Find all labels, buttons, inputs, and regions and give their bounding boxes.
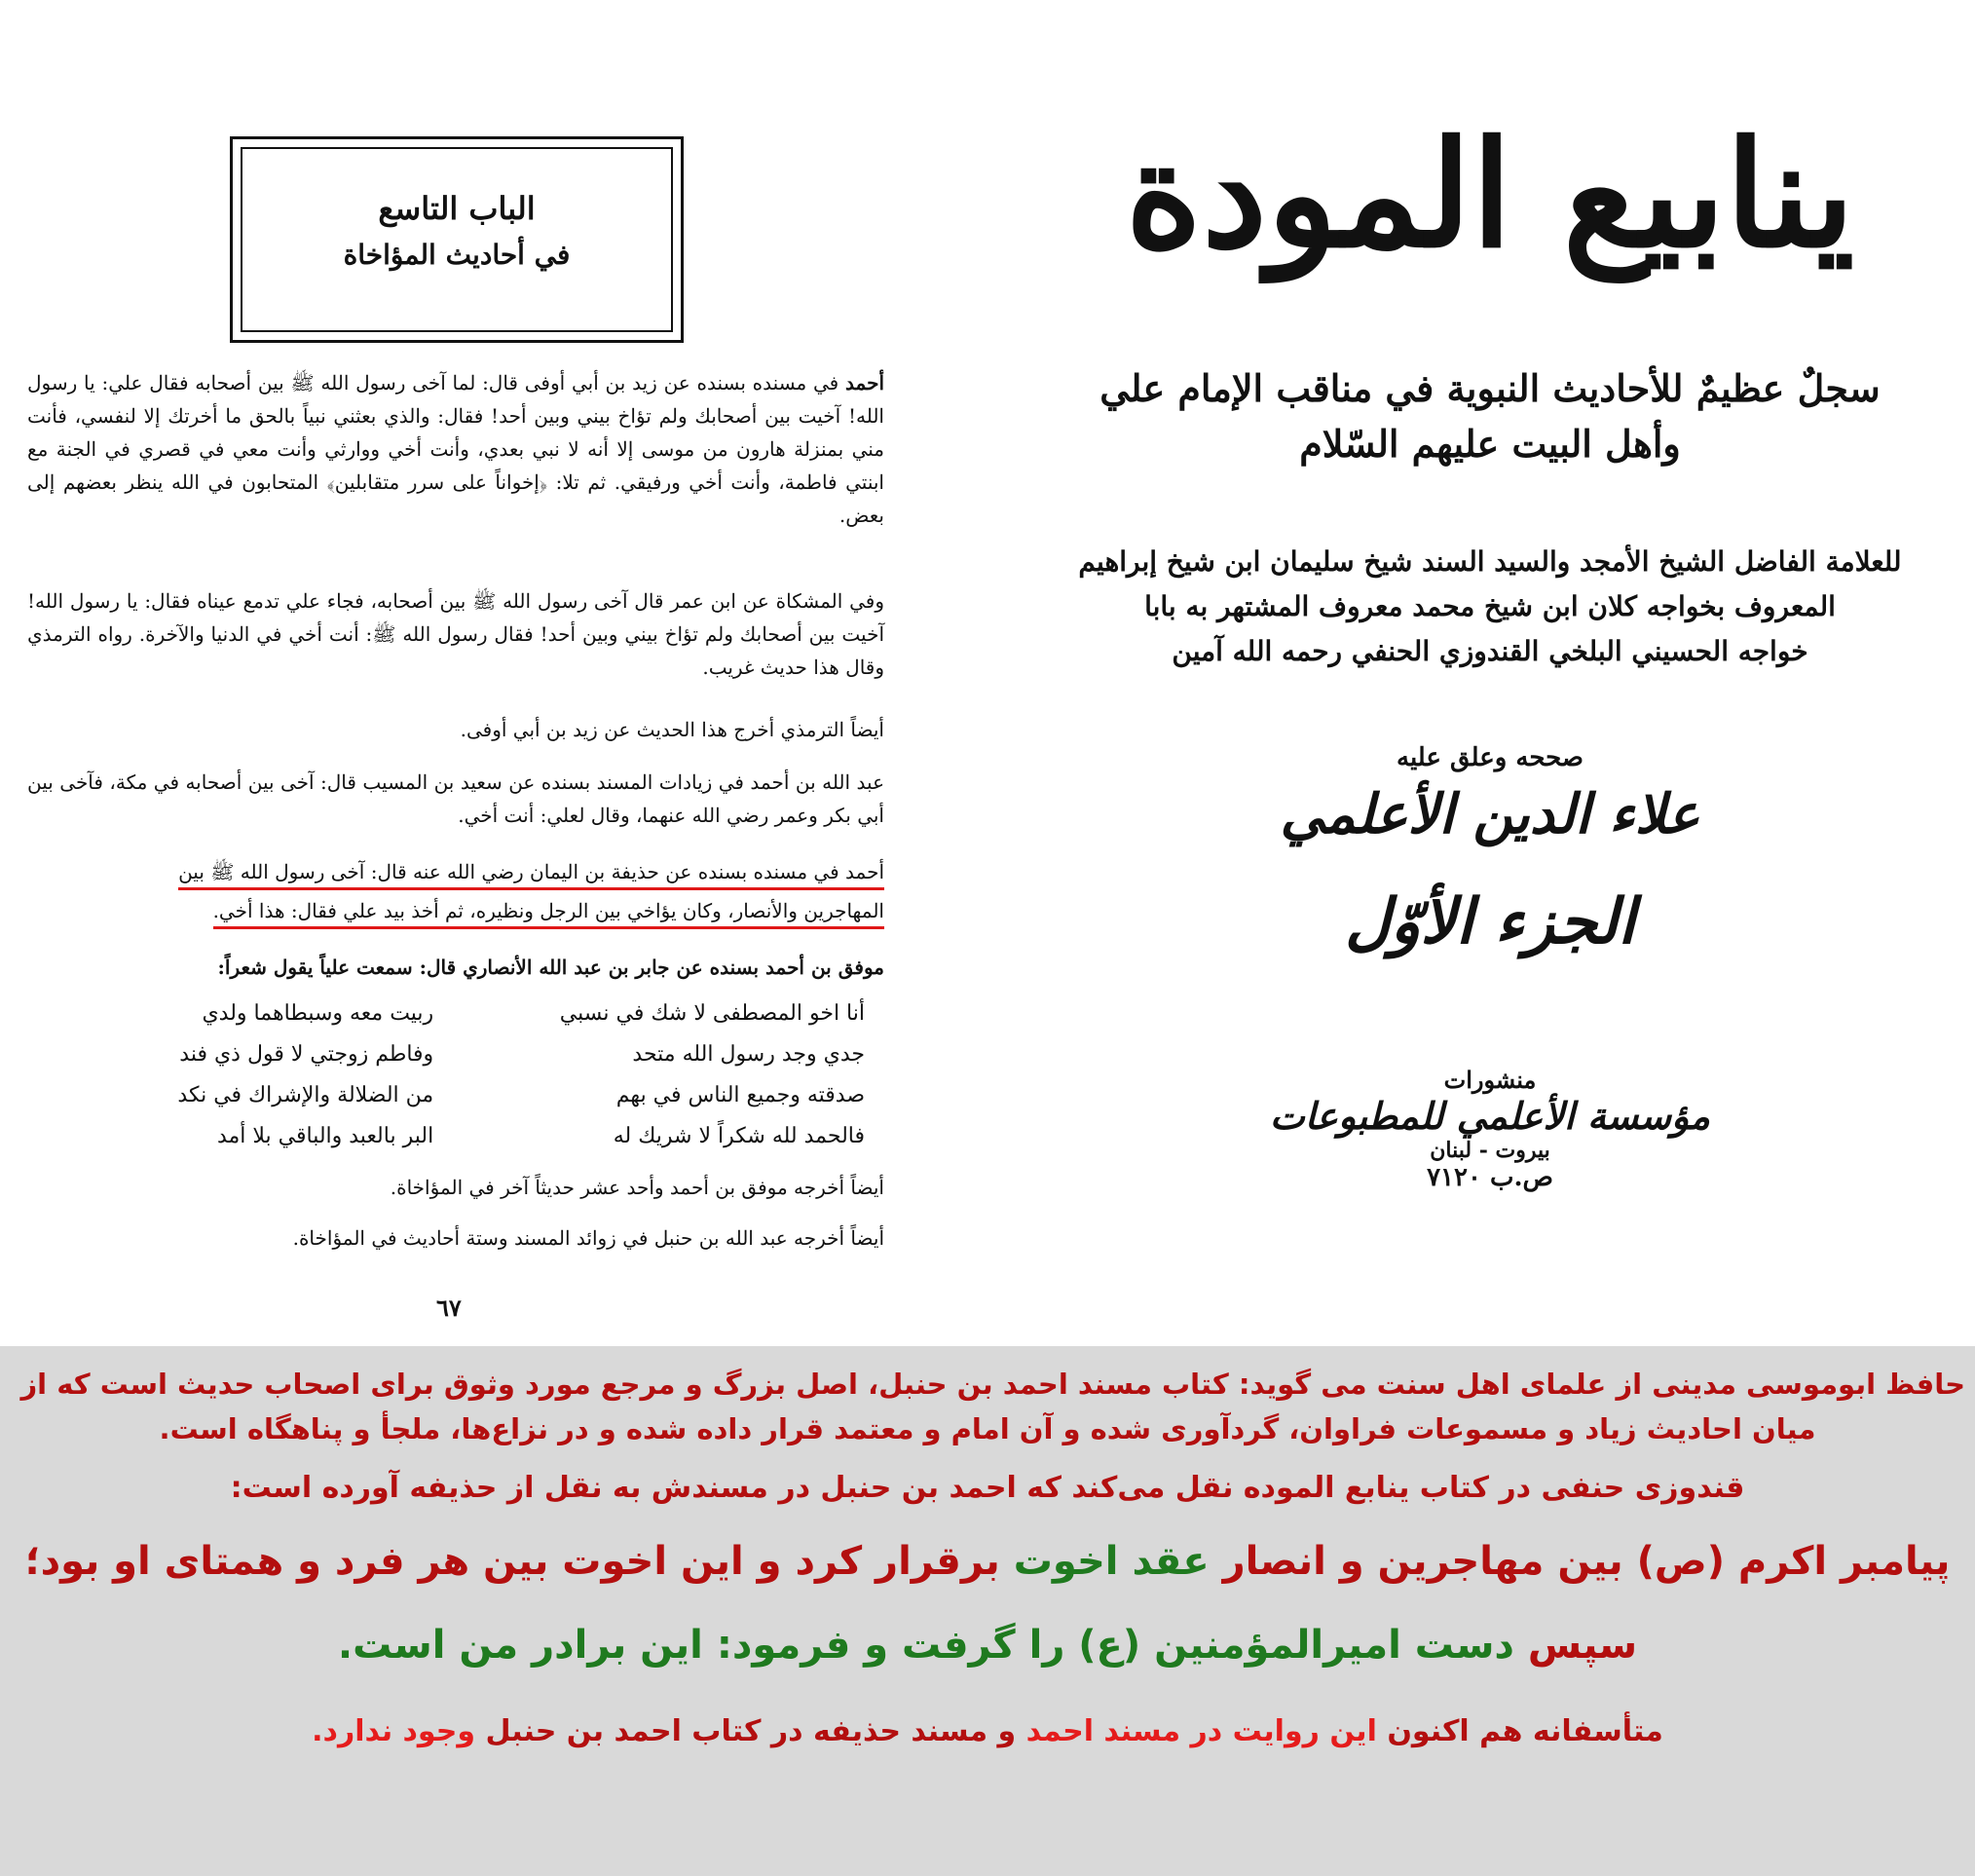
- paragraph-5-highlighted: [27, 855, 884, 927]
- book-title: ينابيع المودة: [1125, 109, 1855, 281]
- poem: [66, 994, 865, 1159]
- poem-hemistich: وفاطم زوجتي لا قول ذي فند: [179, 1042, 434, 1067]
- paragraph-1-lead: أحمد: [845, 371, 885, 394]
- persian-commentary: [0, 1346, 1975, 1876]
- paragraph-2: وفي المشكاة عن ابن عمر قال آخى رسول الله ﷺ بين أصحابه، فجاء علي تدمع عيناه فقال: يا رسول الله! آخيت بين أصحابك ولم تؤاخ بيني وبين أحد! فقال رسول الله ﷺ: أنت أخي في الدنيا والآخرة. رواه الترمذي وقال هذا حديث غريب.: [27, 589, 884, 679]
- chapter-heading-inner-frame: [241, 147, 673, 332]
- author-line-1: للعلامة الفاضل الشيخ الأمجد والسيد السند شيخ سليمان ابن شيخ إبراهيم: [1078, 545, 1902, 578]
- subtitle-line-1: سجلٌ عظيمٌ للأحاديث النبوية في مناقب الإمام علي: [1099, 366, 1881, 410]
- publisher-city: بيروت - لبنان: [1430, 1137, 1550, 1163]
- poem-verse: [66, 1116, 865, 1157]
- commentary-line-5-part-c: این برادر من است.: [337, 1623, 703, 1668]
- commentary-line-2: میان احادیث زیاد و مسموعات فراوان، گردآوری شده و آن امام و معتمد قرار داده شده و در نزاع‌ها، ملجأ و پناهگاه است.: [159, 1412, 1816, 1445]
- commentary-line-4: [10, 1539, 1965, 1584]
- author-block: [1052, 540, 1928, 675]
- poem-verse: [66, 1034, 865, 1075]
- poem-verse: [66, 1075, 865, 1116]
- publisher-label: منشورات: [1443, 1065, 1537, 1094]
- commentary-line-4-part-b: عقد اخوت: [1013, 1539, 1210, 1584]
- paragraph-3: أيضاً الترمذي أخرج هذا الحديث عن زيد بن أبي أوفى.: [460, 718, 884, 741]
- commentary-line-4-part-a: پیامبر اکرم (ص) بین مهاجرین و انصار: [1222, 1539, 1951, 1584]
- volume-label: الجزء الأوّل: [1345, 884, 1635, 958]
- poem-hemistich: صدقته وجميع الناس في بهم: [615, 1083, 865, 1107]
- page-number: ٦٧: [436, 1294, 462, 1322]
- paragraph-4: عبد الله بن أحمد في زيادات المسند بسنده عن سعيد بن المسيب قال: آخى بين أصحابه في مكة، فآخى بين أبي بكر وعمر رضي الله عنهما، وقال لعلي: أنت أخي.: [27, 770, 884, 827]
- poem-hemistich: فالحمد لله شكراً لا شريك له: [613, 1124, 865, 1148]
- commentary-line-4-part-c: برقرار کرد و این اخوت بین هر فرد و همتای او بود؛: [24, 1539, 1000, 1584]
- publisher-po-box: ص.ب ٧١٢٠: [1427, 1162, 1553, 1192]
- chapter-subtitle: في أحاديث المؤاخاة: [343, 239, 571, 271]
- poem-hemistich: من الضلالة والإشراك في نكد: [177, 1083, 434, 1107]
- book-subtitle: [1052, 360, 1928, 471]
- editor-name: علاء الدين الأعلمي: [1280, 781, 1700, 846]
- commentary-line-3: قندوزی حنفی در کتاب ینابع الموده نقل می‌کند که احمد بن حنبل در مسندش به نقل از حذیفه آورده است:: [230, 1471, 1745, 1505]
- paragraph-7: أيضاً أخرجه موفق بن أحمد وأحد عشر حديثاً آخر في المؤاخاة.: [390, 1176, 884, 1199]
- poem-hemistich: البر بالعبد والباقي بلا أمد: [216, 1124, 434, 1148]
- commentary-line-5-part-a: سپس: [1527, 1623, 1638, 1668]
- commentary-line-1: حافظ ابوموسی مدینی از علمای اهل سنت می گوید: کتاب مسند احمد بن حنبل، اصل بزرگ و مرجع مورد وثوق برای اصحاب حدیث است که از: [20, 1368, 1965, 1401]
- paragraph-6: موفق بن أحمد بسنده عن جابر بن عبد الله الأنصاري قال: سمعت علياً يقول شعراً:: [217, 956, 884, 979]
- author-line-2: المعروف بخواجه كلان ابن شيخ محمد معروف المشتهر به بابا: [1144, 590, 1836, 623]
- title-page: [1052, 88, 1928, 1305]
- commentary-line-6-part-b: این روایت در مسند احمد: [1025, 1714, 1377, 1748]
- subtitle-line-2: وأهل البيت عليهم السّلام: [1299, 422, 1681, 466]
- commentary-line-5-part-b: دست امیرالمؤمنین (ع) را گرفت و فرمود:: [716, 1623, 1514, 1668]
- poem-hemistich: ربيت معه وسبطاهما ولدي: [202, 1001, 434, 1026]
- paragraph-1-text: في مسنده بسنده عن زيد بن أبي أوفى قال: لما آخى رسول الله ﷺ بين أصحابه فقال علي: يا رسول الله! آخيت بين أصحابك ولم تؤاخ بيني وبين أحد! فقال: والذي بعثني نبياً بالحق ما أخرتك إلا لنفسي، فأنت مني بمنزلة هارون من موسى إلا أنه لا نبي بعدي، وأنت أخي ووارثي وأنت معي في قصري في الجنة مع ابنتي فاطمة، وأنت أخي ورفيقي. ثم تلا: ﴿إخواناً على سرر متقابلين﴾ المتحابون في الله ينظر بعضهم إلى بعض.: [27, 371, 884, 527]
- commentary-line-6-part-a: متأسفانه هم اکنون: [1387, 1714, 1663, 1748]
- chapter-heading-frame: [230, 136, 684, 343]
- chapter-page: [27, 136, 884, 1325]
- poem-hemistich: أنا اخو المصطفى لا شك في نسبي: [559, 1001, 865, 1026]
- poem-hemistich: جدي وجد رسول الله متحد: [632, 1042, 865, 1067]
- publisher-name: مؤسسة الأعلمي للمطبوعات: [1269, 1093, 1711, 1138]
- paragraph-1: [27, 366, 884, 532]
- commentary-line-6-part-c: و مسند حذیفه در کتاب احمد بن حنبل: [485, 1714, 1017, 1748]
- commentary-line-5: [10, 1623, 1965, 1668]
- author-line-3: خواجه الحسيني البلخي القندوزي الحنفي رحمه الله آمين: [1172, 635, 1808, 668]
- highlighted-line-2: المهاجرين والأنصار، وكان يؤاخي بين الرجل ونظيره، ثم أخذ بيد علي فقال: هذا أخي.: [213, 899, 884, 929]
- highlighted-line-1: أحمد في مسنده بسنده عن حذيفة بن اليمان رضي الله عنه قال: آخى رسول الله ﷺ بين: [178, 860, 884, 890]
- commentary-line-6: [10, 1714, 1965, 1748]
- editor-label: صححه وعلق عليه: [1397, 742, 1584, 772]
- paragraph-8: أيضاً أخرجه عبد الله بن حنبل في زوائد المسند وستة أحاديث في المؤاخاة.: [292, 1226, 884, 1250]
- commentary-line-6-part-d: وجود ندارد.: [312, 1714, 476, 1748]
- chapter-title: الباب التاسع: [378, 190, 536, 227]
- poem-verse: [66, 994, 865, 1034]
